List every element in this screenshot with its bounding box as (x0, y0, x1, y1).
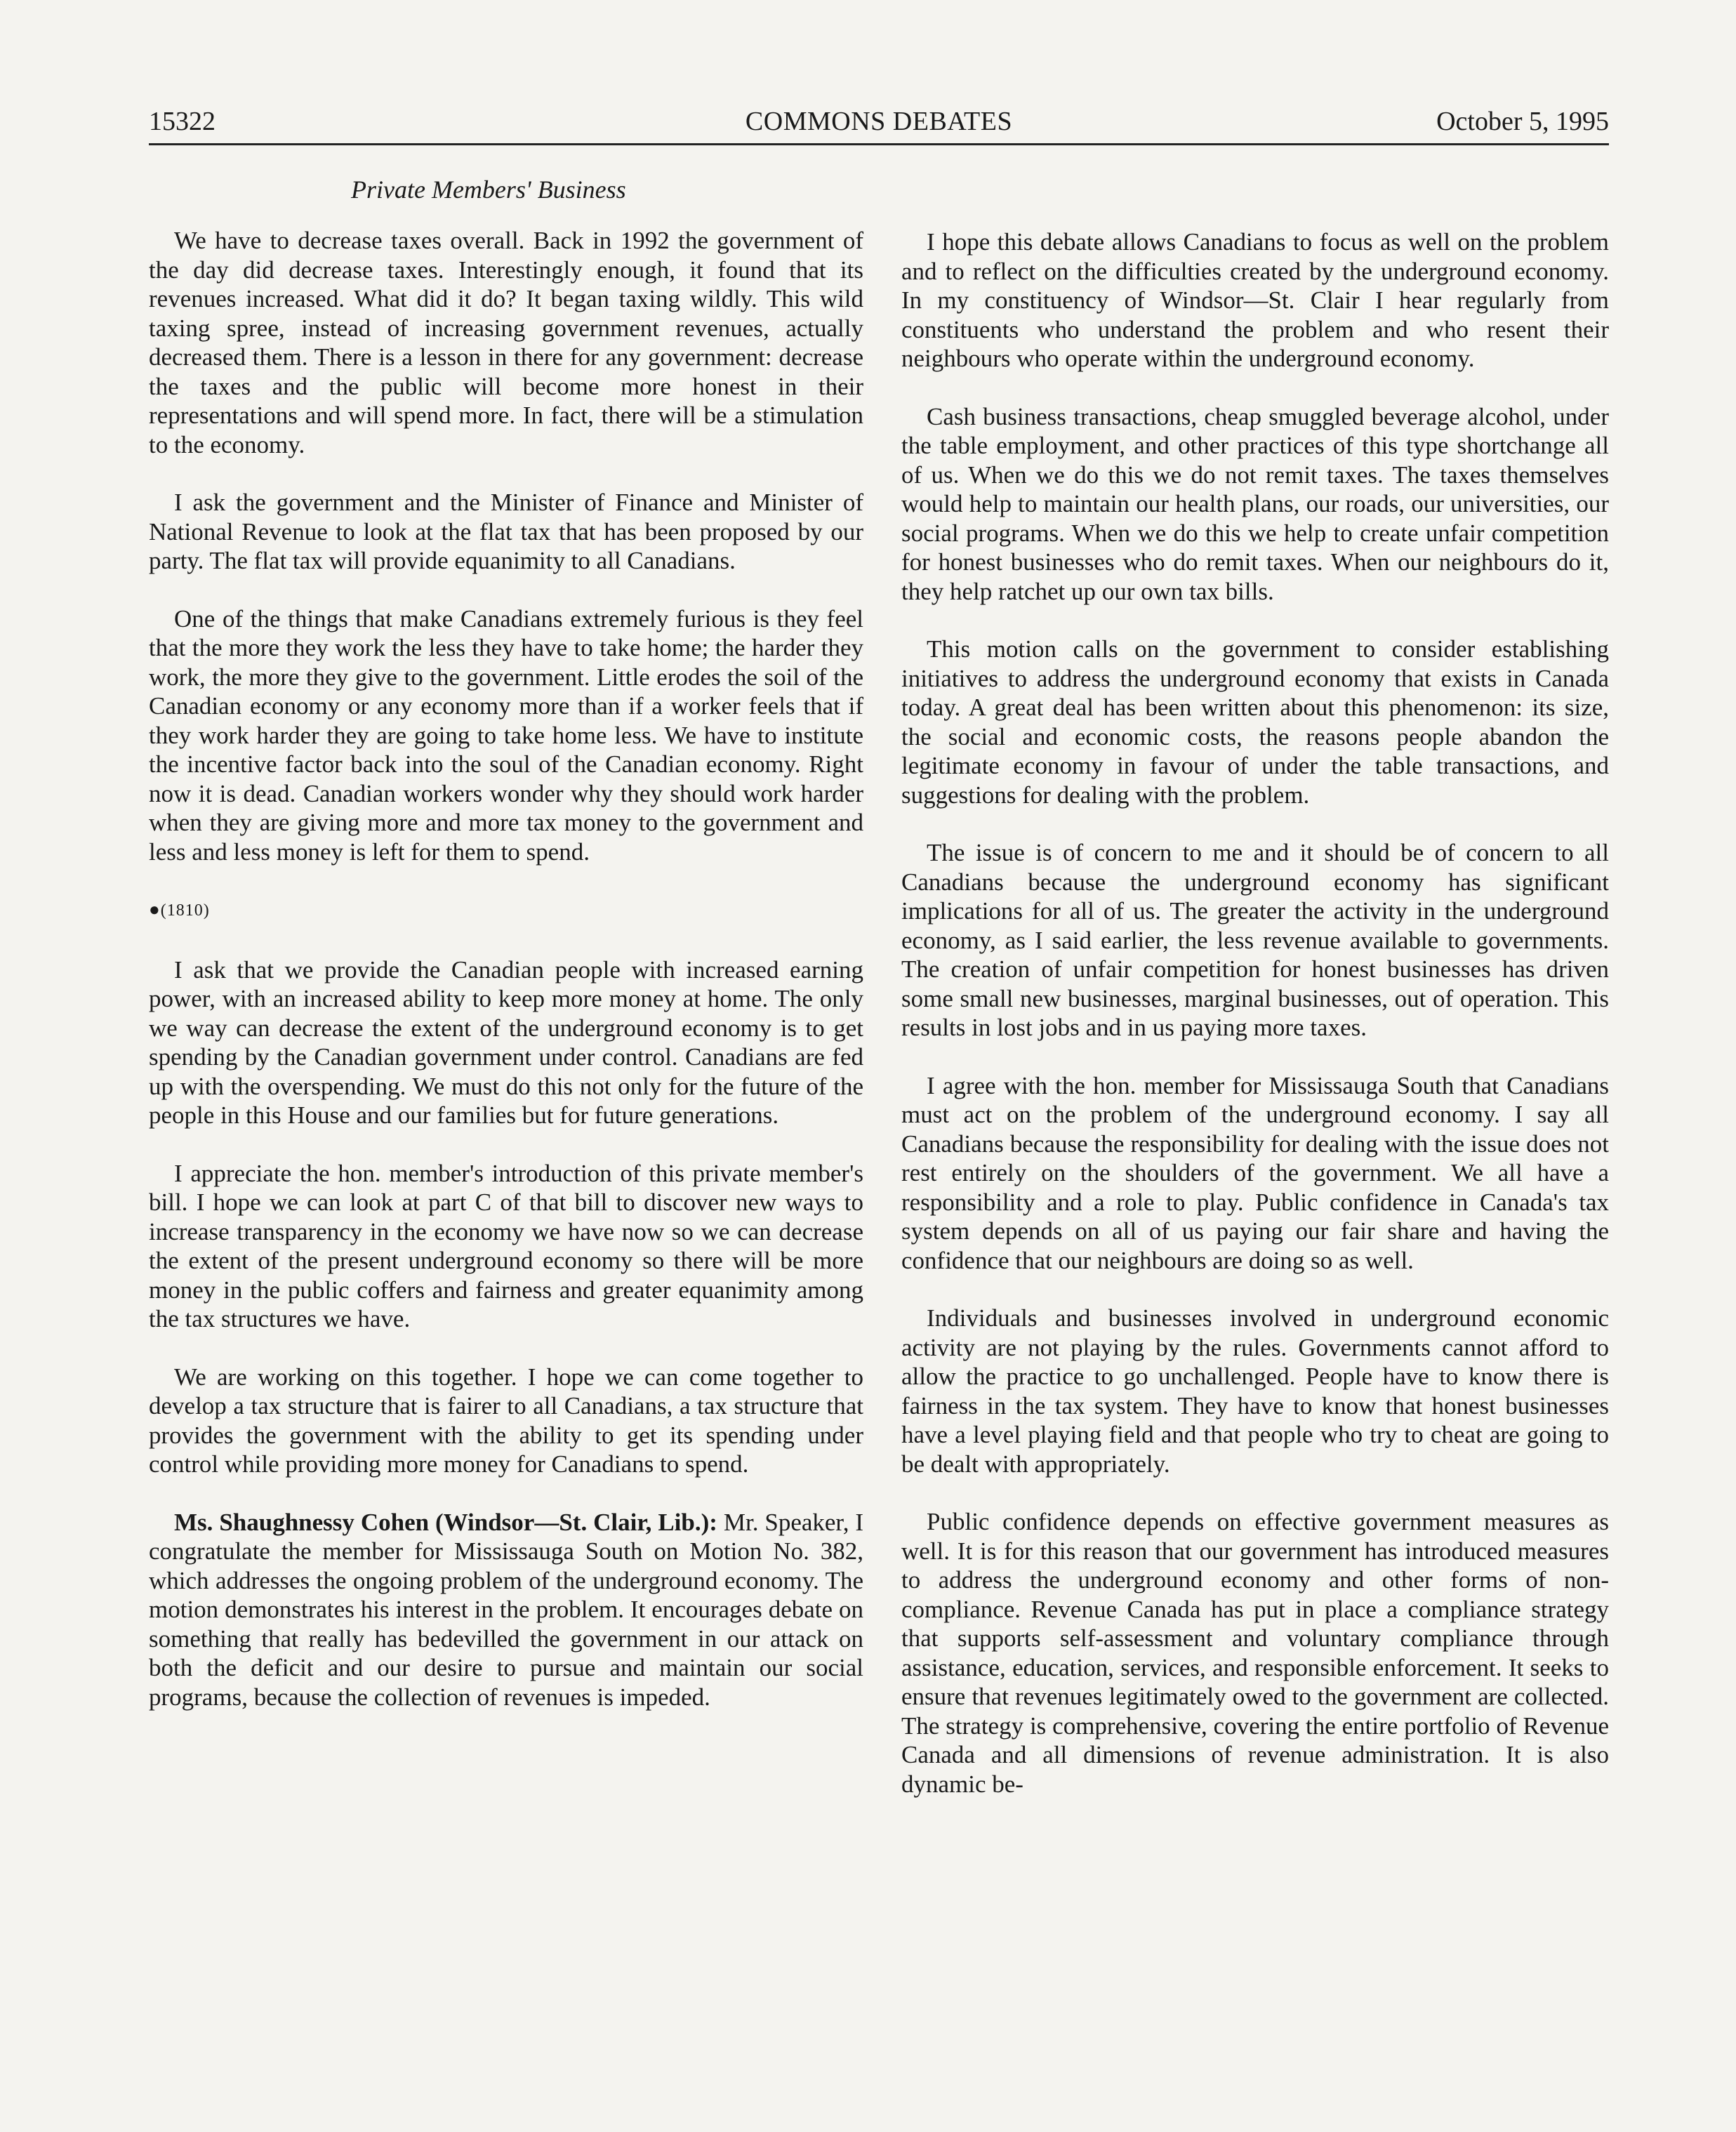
paragraph: Individuals and businesses involved in underground economic activity are not playing by the rules. Governments cannot afford to allow the practice to go unchallenged. People have to know there is fairness in the tax system. They have to know that honest businesses have a level playing field and that people who try to cheat are going to be dealt with appropriately. (901, 1304, 1609, 1478)
paragraph: I hope this debate allows Canadians to focus as well on the problem and to reflect on the difficulties created by the underground economy. In my constituency of Windsor—St. Clair I hear regularly from constituents who understand the problem and who resent their neighbours who operate within the underground economy. (901, 228, 1609, 372)
left-column (149, 226, 863, 1740)
paragraph: Public confidence depends on effective government measures as well. It is for this reason that our government has introduced measures to address the underground economy and other forms of non-compliance. Revenue Canada has put in place a compliance strategy that supports self-assessment and voluntary compliance through assistance, education, services, and responsible enforcement. It seeks to ensure that revenues legitimately owed to the government are collected. The strategy is comprehensive, covering the entire portfolio of Revenue Canada and all dimensions of revenue administration. It is also dynamic be- (901, 1508, 1609, 1798)
paragraph: One of the things that make Canadians extremely furious is they feel that the more they work the less they have to take home; the harder they work, the more they give to the government. Little erodes the soil of the Canadian economy or any economy more than if a worker feels that if they work harder they are going to take home less. We have to institute the incentive factor back into the soul of the Canadian economy. Right now it is dead. Canadian workers wonder why they should work harder when they are giving more and more tax money to the government and less and less money is left for them to spend. (149, 604, 863, 866)
paragraph: We have to decrease taxes overall. Back in 1992 the government of the day did decrease taxes. Interestingly enough, it found that its revenues increased. What did it do? It began taxing wildly. This wild taxing spree, instead of increasing government revenues, actually decreased them. There is a lesson in there for any government: decrease the taxes and the public will become more honest in their representations and will spend more. In fact, there will be a stimulation to the economy. (149, 227, 863, 458)
paragraph: Cash business transactions, cheap smuggled beverage alcohol, under the table employment, and other practices of this type shortchange all of us. When we do this we do not remit taxes. The taxes themselves would help to maintain our health plans, our roads, our universities, our social programs. When we do this we help to create unfair competition for honest businesses who do remit taxes. When our neighbours do it, they help ratchet up our own tax bills. (901, 402, 1609, 605)
header-rule (149, 143, 1609, 145)
speaker-name: Ms. Shaughnessy Cohen (Windsor—St. Clair, Lib.): (174, 1508, 717, 1536)
time-stamp: (1810) (160, 901, 210, 920)
time-marker (149, 895, 863, 926)
paragraph: I appreciate the hon. member's introduction of this private member's bill. I hope we can look at part C of that bill to discover new ways to increase transparency in the economy we have now so we can decrease the extent of the present underground economy so there will be more money in the public coffers and fairness and greater equanimity among the tax structures we have. (149, 1159, 863, 1332)
page-date: October 5, 1995 (1436, 107, 1609, 136)
paragraph: I ask that we provide the Canadian people with increased earning power, with an increased ability to keep more money at home. The only we way can decrease the extent of the underground economy is to get spending by the Canadian government under control. Canadians are fed up with the overspending. We must do this not only for the future of the people in this House and our families but for future generations. (149, 955, 863, 1129)
page-number: 15322 (149, 107, 216, 136)
publication-title: COMMONS DEBATES (745, 107, 1013, 136)
paragraph: We are working on this together. I hope we can come together to develop a tax structure that is fairer to all Canadians, a tax structure that provides the government with the ability to get its spending under control while providing more money for Canadians to spend. (149, 1363, 863, 1478)
right-column (901, 227, 1609, 1827)
section-title: Private Members' Business (351, 176, 626, 204)
paragraph (149, 1508, 863, 1712)
paragraph: I agree with the hon. member for Mississauga South that Canadians must act on the problem of the underground economy. I say all Canadians because the responsibility for dealing with the issue does not rest entirely on the shoulders of the government. We all have a responsibility and a role to play. Public confidence in Canada's tax system depends on all of us paying our fair share and having the confidence that our neighbours are doing so as well. (901, 1071, 1609, 1274)
speech-text: Mr. Speaker, I congratulate the member for Mississauga South on Motion No. 382, which addresses the ongoing problem of the underground economy. The motion demonstrates his interest in the problem. It encourages debate on something that really has bedevilled the government in our attack on both the deficit and our desire to pursue and maintain our social programs, because the collection of revenues is impeded. (149, 1508, 864, 1711)
paragraph: The issue is of concern to me and it should be of concern to all Canadians because the underground economy has significant implications for all of us. The greater the activity in the underground economy, as I said earlier, the less revenue available to governments. The creation of unfair competition for honest businesses has driven some small new businesses, marginal businesses, out of operation. This results in lost jobs and in us paying more taxes. (901, 839, 1609, 1041)
paragraph: I ask the government and the Minister of Finance and Minister of National Revenue to look at the flat tax that has been proposed by our party. The flat tax will provide equanimity to all Canadians. (149, 489, 863, 574)
paragraph: This motion calls on the government to consider establishing initiatives to address the underground economy that exists in Canada today. A great deal has been written about this phenomenon: its size, the social and economic costs, the reasons people abandon the legitimate economy in favour of under the table transactions, and suggestions for dealing with the problem. (901, 635, 1609, 809)
page-header (149, 104, 1609, 146)
bullet-icon: ● (149, 899, 161, 920)
